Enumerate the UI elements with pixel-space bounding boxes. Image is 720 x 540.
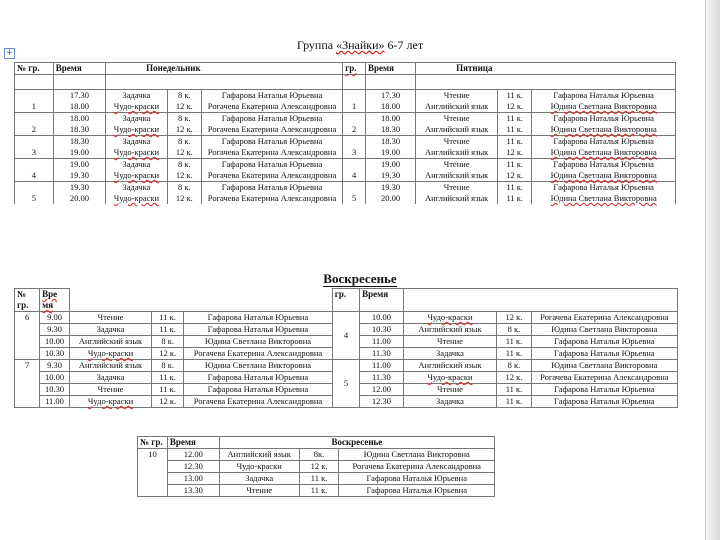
sunday-schedule-table-2: [137, 436, 495, 497]
activity-cell: Чудо-краски: [106, 147, 168, 159]
group-number: 7: [15, 360, 40, 408]
activity-cell: Задачка: [106, 113, 168, 125]
time-cell: 17.30: [365, 90, 415, 102]
room-cell: 8 к.: [167, 136, 201, 148]
group-number: [343, 182, 366, 194]
room-cell: 12 к.: [167, 170, 201, 182]
activity-cell: Задачка: [106, 159, 168, 171]
time-cell: 11.00: [360, 360, 403, 372]
room-cell: 11 к.: [299, 485, 339, 497]
time-cell: 18.00: [365, 101, 415, 113]
group-number: [343, 113, 366, 125]
teacher-cell: Гафарова Наталья Юрьевна: [184, 384, 333, 396]
group-number: 3: [15, 147, 54, 159]
table-row: [15, 90, 676, 102]
table-row: [15, 101, 676, 113]
activity-cell: Чудо-краски: [106, 124, 168, 136]
time-cell: 11.30: [360, 348, 403, 360]
activity-cell: Чудо-краски: [106, 101, 168, 113]
col-header-monday: Понедельник: [106, 63, 343, 75]
time-cell: 10.00: [40, 372, 70, 384]
teacher-cell: Рогачева Екатерина Александровна: [184, 396, 333, 408]
table-row: [15, 147, 676, 159]
time-cell: 18.00: [53, 113, 105, 125]
room-cell: 11 к.: [498, 113, 532, 125]
group-number: 5: [332, 360, 359, 408]
room-cell: 12 к.: [152, 396, 184, 408]
time-cell: 12.30: [360, 396, 403, 408]
table-row: [15, 136, 676, 148]
activity-cell: Чтение: [403, 336, 497, 348]
sunday-schedule-table: [14, 288, 678, 408]
group-number: [15, 159, 54, 171]
activity-cell: Чудо-краски: [219, 461, 299, 473]
room-cell: 8к.: [299, 449, 339, 461]
group-number: 4: [343, 170, 366, 182]
time-cell: 11.00: [360, 336, 403, 348]
room-cell: 12 к.: [167, 101, 201, 113]
teacher-cell: Гафарова Наталья Юрьевна: [201, 113, 342, 125]
teacher-cell: Гафарова Наталья Юрьевна: [532, 182, 676, 194]
sun2-col-sunday: Воскресенье: [219, 437, 494, 449]
sun-col-time: Вре мя: [40, 289, 70, 312]
teacher-cell: Гафарова Наталья Юрьевна: [201, 182, 342, 194]
teacher-cell: Гафарова Наталья Юрьевна: [339, 473, 495, 485]
room-cell: 11 к.: [152, 324, 184, 336]
time-cell: 9.30: [40, 360, 70, 372]
activity-cell: Английский язык: [403, 324, 497, 336]
group-number: [15, 113, 54, 125]
activity-cell: Задачка: [106, 136, 168, 148]
page-scroll-edge: [705, 0, 720, 540]
time-cell: 19.30: [365, 170, 415, 182]
room-cell: 12 к.: [497, 312, 531, 324]
room-cell: 12 к.: [167, 193, 201, 204]
group-number: [343, 159, 366, 171]
title-prefix: Группа: [296, 38, 334, 52]
time-cell: 13.00: [167, 473, 219, 485]
room-cell: 8 к.: [497, 360, 531, 372]
room-cell: 11 к.: [497, 396, 531, 408]
teacher-cell: Гафарова Наталья Юрьевна: [531, 336, 677, 348]
activity-cell: Чудо-краски: [69, 348, 151, 360]
time-cell: 12.30: [167, 461, 219, 473]
group-number: 5: [343, 193, 366, 204]
teacher-cell: Рогачева Екатерина Александровна: [201, 147, 342, 159]
time-cell: 19.00: [365, 159, 415, 171]
time-cell: 12.00: [167, 449, 219, 461]
room-cell: 12 к.: [299, 461, 339, 473]
activity-cell: Чтение: [69, 312, 151, 324]
teacher-cell: Гафарова Наталья Юрьевна: [532, 159, 676, 171]
sun-col-group: № гр.: [15, 289, 40, 312]
activity-cell: Задачка: [403, 348, 497, 360]
group-number: [343, 136, 366, 148]
teacher-cell: Гафарова Наталья Юрьевна: [531, 384, 677, 396]
activity-cell: Чтение: [416, 159, 498, 171]
group-number: [15, 182, 54, 194]
group-number: [15, 136, 54, 148]
time-cell: 18.30: [53, 124, 105, 136]
room-cell: 11 к.: [152, 312, 184, 324]
table-row: [138, 473, 495, 485]
room-cell: 11 к.: [498, 90, 532, 102]
activity-cell: Задачка: [219, 473, 299, 485]
sun-col-time-right: Время: [360, 289, 403, 312]
time-cell: 9.00: [40, 312, 70, 324]
time-cell: 18.30: [365, 124, 415, 136]
room-cell: 11 к.: [152, 372, 184, 384]
col-header-time-right: Время: [365, 63, 415, 75]
teacher-cell: Гафарова Наталья Юрьевна: [339, 485, 495, 497]
teacher-cell: Юдина Светлана Викторовна: [531, 360, 677, 372]
teacher-cell: Гафарова Наталья Юрьевна: [532, 136, 676, 148]
teacher-cell: Юдина Светлана Викторовна: [532, 170, 676, 182]
sunday2-table-body: [138, 449, 495, 497]
room-cell: 11 к.: [498, 159, 532, 171]
time-cell: 18.30: [53, 136, 105, 148]
group-number: 4: [332, 312, 359, 360]
activity-cell: Английский язык: [416, 147, 498, 159]
time-cell: 19.00: [53, 147, 105, 159]
group-number: 3: [343, 147, 366, 159]
room-cell: 11 к.: [498, 193, 532, 204]
room-cell: 8 к.: [497, 324, 531, 336]
teacher-cell: Юдина Светлана Викторовна: [532, 124, 676, 136]
teacher-cell: Гафарова Наталья Юрьевна: [201, 136, 342, 148]
time-cell: 19.00: [365, 147, 415, 159]
table-row: [138, 461, 495, 473]
time-cell: 13.30: [167, 485, 219, 497]
activity-cell: Чтение: [416, 113, 498, 125]
table-row: [15, 360, 678, 372]
table-row: [15, 170, 676, 182]
teacher-cell: Юдина Светлана Викторовна: [184, 360, 333, 372]
activity-cell: Чудо-краски: [69, 396, 151, 408]
table-row: [15, 312, 678, 324]
sun2-col-group: № гр.: [138, 437, 168, 449]
sunday-table-body: [15, 312, 678, 408]
room-cell: 11 к.: [498, 124, 532, 136]
weekday-table-body: [15, 90, 676, 205]
teacher-cell: Рогачева Екатерина Александровна: [201, 124, 342, 136]
activity-cell: Чтение: [416, 90, 498, 102]
teacher-cell: Юдина Светлана Викторовна: [339, 449, 495, 461]
room-cell: 12 к.: [152, 348, 184, 360]
room-cell: 12 к.: [498, 147, 532, 159]
group-number: 5: [15, 193, 54, 204]
activity-cell: Английский язык: [403, 360, 497, 372]
activity-cell: Чтение: [403, 384, 497, 396]
room-cell: 8 к.: [152, 360, 184, 372]
activity-cell: Чтение: [416, 182, 498, 194]
teacher-cell: Гафарова Наталья Юрьевна: [184, 312, 333, 324]
room-cell: 12 к.: [498, 170, 532, 182]
sun-col-group-right: гр.: [332, 289, 359, 312]
table-row: [138, 485, 495, 497]
time-cell: 20.00: [365, 193, 415, 204]
teacher-cell: Рогачева Екатерина Александровна: [531, 372, 677, 384]
room-cell: 11 к.: [497, 336, 531, 348]
table-row: [138, 449, 495, 461]
room-cell: 8 к.: [152, 336, 184, 348]
teacher-cell: Рогачева Екатерина Александровна: [201, 193, 342, 204]
page-title: [0, 38, 720, 53]
time-cell: 20.00: [53, 193, 105, 204]
group-number: 2: [15, 124, 54, 136]
activity-cell: Чудо-краски: [403, 372, 497, 384]
expand-table-icon[interactable]: +: [5, 48, 14, 58]
activity-cell: Чтение: [416, 136, 498, 148]
teacher-cell: Юдина Светлана Викторовна: [184, 336, 333, 348]
time-cell: 9.30: [40, 324, 70, 336]
group-number: [343, 90, 366, 102]
activity-cell: Английский язык: [219, 449, 299, 461]
teacher-cell: Гафарова Наталья Юрьевна: [184, 372, 333, 384]
teacher-cell: Рогачева Екатерина Александровна: [201, 101, 342, 113]
teacher-cell: Юдина Светлана Викторовна: [532, 147, 676, 159]
activity-cell: Задачка: [106, 182, 168, 194]
activity-cell: Английский язык: [416, 101, 498, 113]
activity-cell: Задачка: [69, 372, 151, 384]
group-number: 4: [15, 170, 54, 182]
group-number: 2: [343, 124, 366, 136]
activity-cell: Английский язык: [69, 336, 151, 348]
teacher-cell: Юдина Светлана Викторовна: [532, 193, 676, 204]
group-number: 6: [15, 312, 40, 360]
group-number: 1: [15, 101, 54, 113]
time-cell: 10.30: [40, 348, 70, 360]
room-cell: 8 к.: [167, 90, 201, 102]
teacher-cell: Юдина Светлана Викторовна: [532, 101, 676, 113]
table-row: [15, 124, 676, 136]
teacher-cell: Гафарова Наталья Юрьевна: [531, 396, 677, 408]
room-cell: 8 к.: [167, 182, 201, 194]
col-header-time: Время: [53, 63, 105, 75]
group-number: 1: [343, 101, 366, 113]
activity-cell: Чудо-краски: [106, 193, 168, 204]
teacher-cell: Юдина Светлана Викторовна: [531, 324, 677, 336]
activity-cell: Задачка: [69, 324, 151, 336]
sunday-title: Воскресенье: [323, 271, 397, 286]
time-cell: 18.00: [53, 101, 105, 113]
activity-cell: Английский язык: [416, 170, 498, 182]
activity-cell: Задачка: [403, 396, 497, 408]
activity-cell: Задачка: [106, 90, 168, 102]
activity-cell: Английский язык: [69, 360, 151, 372]
sun2-col-time: Время: [167, 437, 219, 449]
time-cell: 12.00: [360, 384, 403, 396]
teacher-cell: Гафарова Наталья Юрьевна: [201, 90, 342, 102]
teacher-cell: Рогачева Екатерина Александровна: [531, 312, 677, 324]
room-cell: 8 к.: [167, 113, 201, 125]
time-cell: 17.30: [53, 90, 105, 102]
group-number: [15, 90, 54, 102]
teacher-cell: Гафарова Наталья Юрьевна: [531, 348, 677, 360]
activity-cell: Чтение: [69, 384, 151, 396]
time-cell: 11.00: [40, 396, 70, 408]
weekday-schedule-table: [14, 62, 676, 204]
table-row: [15, 159, 676, 171]
title-age: 6-7 лет: [387, 38, 424, 52]
table-row: [15, 182, 676, 194]
activity-cell: Английский язык: [416, 124, 498, 136]
room-cell: 12 к.: [497, 372, 531, 384]
activity-cell: Чтение: [219, 485, 299, 497]
teacher-cell: Гафарова Наталья Юрьевна: [532, 90, 676, 102]
teacher-cell: Рогачева Екатерина Александровна: [339, 461, 495, 473]
col-header-group: № гр.: [15, 63, 54, 75]
time-cell: 10.00: [40, 336, 70, 348]
time-cell: 18.00: [365, 113, 415, 125]
time-cell: 18.30: [365, 136, 415, 148]
room-cell: 11 к.: [497, 384, 531, 396]
time-cell: 19.00: [53, 159, 105, 171]
col-header-friday: Пятница: [416, 63, 676, 75]
room-cell: 12 к.: [167, 124, 201, 136]
teacher-cell: Рогачева Екатерина Александровна: [201, 170, 342, 182]
room-cell: 11 к.: [152, 384, 184, 396]
room-cell: 11 к.: [498, 182, 532, 194]
table-row: [15, 113, 676, 125]
room-cell: 11 к.: [299, 473, 339, 485]
table-row: [15, 193, 676, 204]
time-cell: 10.30: [360, 324, 403, 336]
time-cell: 19.30: [365, 182, 415, 194]
time-cell: 11.30: [360, 372, 403, 384]
time-cell: 19.30: [53, 170, 105, 182]
time-cell: 10.00: [360, 312, 403, 324]
room-cell: 12 к.: [498, 101, 532, 113]
room-cell: 11 к.: [497, 348, 531, 360]
group-number: 10: [138, 449, 168, 497]
room-cell: 12 к.: [167, 147, 201, 159]
teacher-cell: Гафарова Наталья Юрьевна: [184, 324, 333, 336]
teacher-cell: Рогачева Екатерина Александровна: [184, 348, 333, 360]
activity-cell: Чудо-краски: [106, 170, 168, 182]
room-cell: 11 к.: [498, 136, 532, 148]
activity-cell: Чудо-краски: [403, 312, 497, 324]
teacher-cell: Гафарова Наталья Юрьевна: [532, 113, 676, 125]
activity-cell: Английский язык: [416, 193, 498, 204]
room-cell: 8 к.: [167, 159, 201, 171]
teacher-cell: Гафарова Наталья Юрьевна: [201, 159, 342, 171]
time-cell: 10.30: [40, 384, 70, 396]
time-cell: 19.30: [53, 182, 105, 194]
group-name: «Знайки»: [336, 38, 385, 52]
col-header-group-right: гр.: [343, 63, 366, 75]
